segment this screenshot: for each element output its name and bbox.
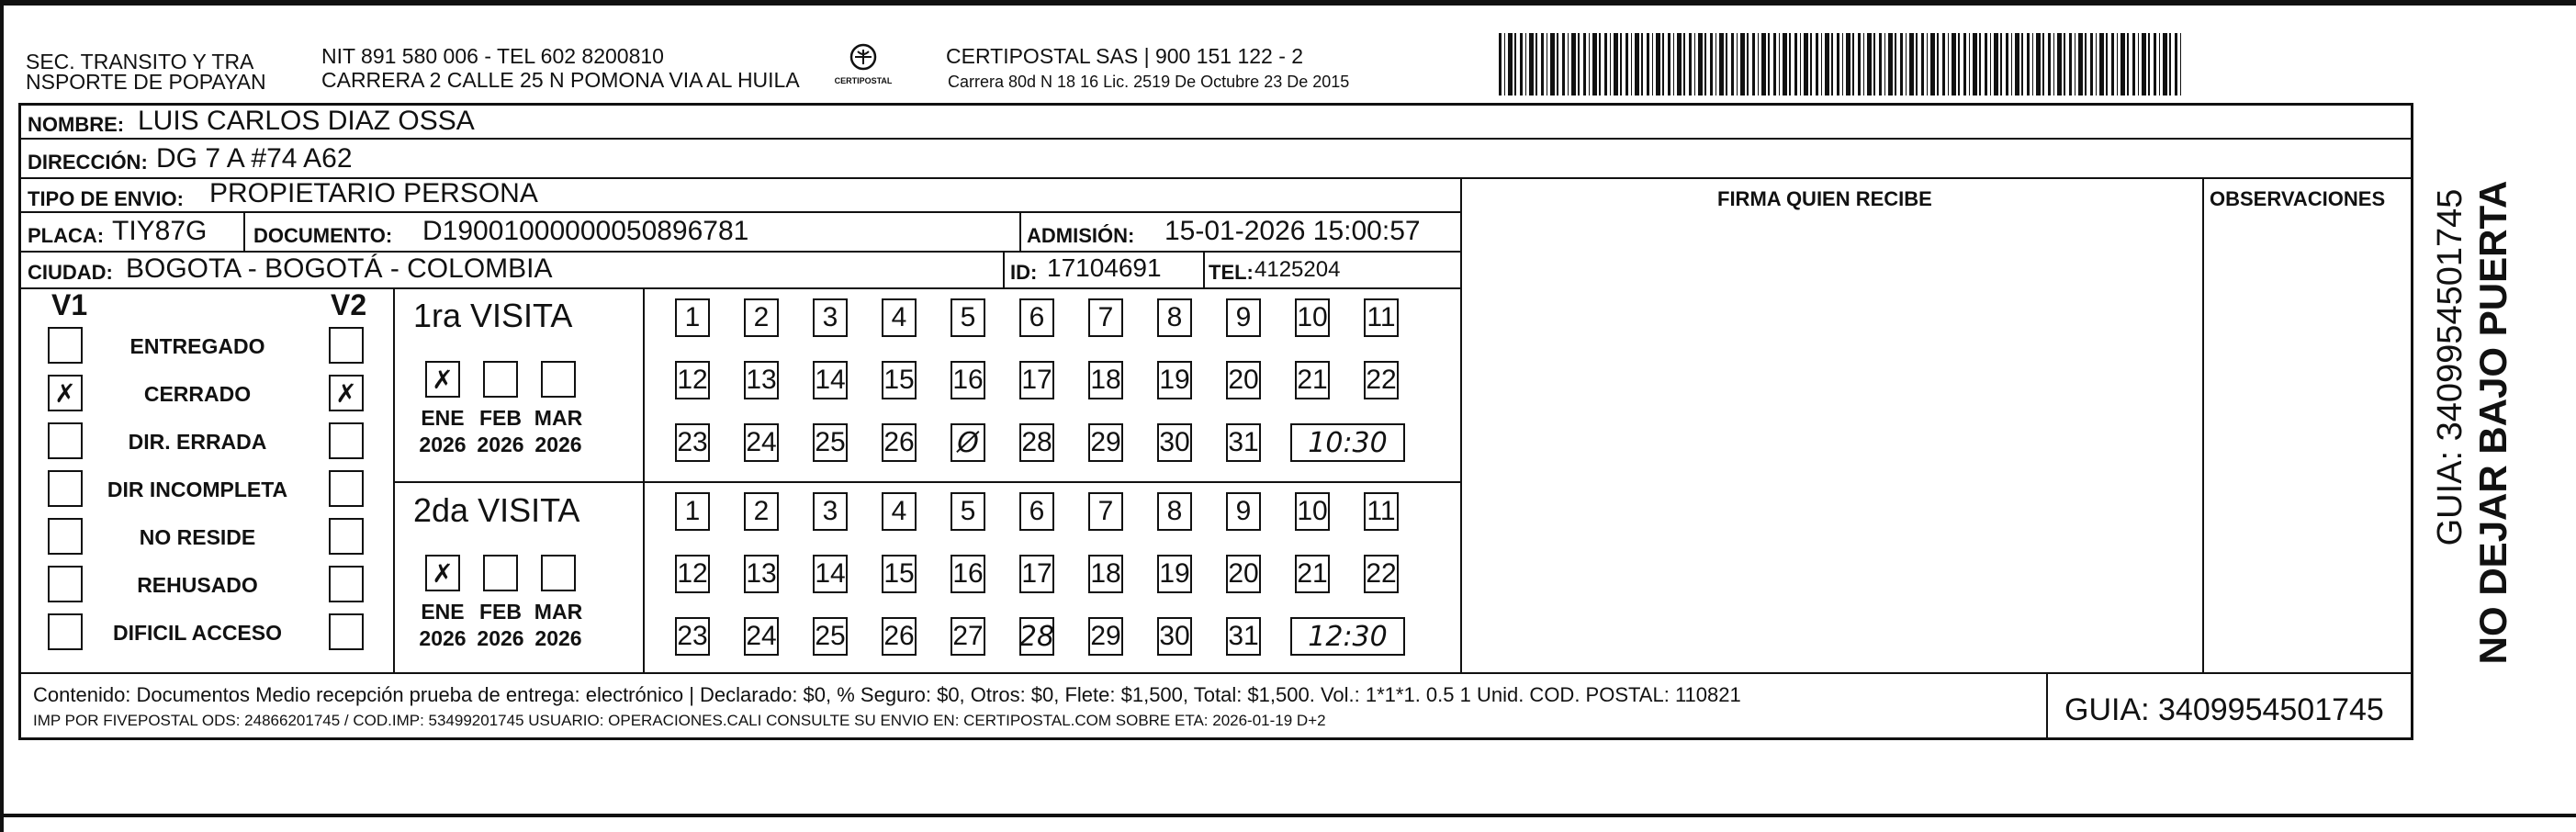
admision-value: 15-01-2026 15:00:57 bbox=[1164, 216, 1421, 246]
guia-box-divider bbox=[2046, 672, 2048, 740]
month-checkbox[interactable]: ✗ bbox=[425, 555, 460, 591]
day-box[interactable]: 4 bbox=[882, 298, 917, 337]
status-label: ENTREGADO bbox=[129, 334, 265, 358]
day-box[interactable]: 14 bbox=[813, 361, 848, 399]
month-label bbox=[415, 405, 470, 458]
day-box[interactable]: 5 bbox=[951, 298, 985, 337]
day-box[interactable]: 1 bbox=[675, 298, 710, 337]
day-box[interactable]: 8 bbox=[1157, 298, 1192, 337]
month-name: ENE bbox=[421, 406, 465, 430]
day-box[interactable]: 9 bbox=[1226, 492, 1261, 531]
visit1-title: 1ra VISITA bbox=[413, 297, 573, 334]
month-year: 2026 bbox=[419, 625, 467, 650]
contenido-text: Contenido: Documentos Medio recepción prueba de entrega: electrónico | Declarado: $0, % Seguro: $0, Otros: $0, Flete: $1,500, Total: $1,500. Vol.: 1*1*1. 0.5 1 Unid. COD. POSTAL: 110821 bbox=[33, 683, 1741, 706]
day-box[interactable]: 1 bbox=[675, 492, 710, 531]
day-box[interactable]: 17 bbox=[1019, 555, 1054, 593]
month-name: MAR bbox=[534, 600, 583, 624]
barcode bbox=[1499, 33, 2183, 96]
row-line-3 bbox=[18, 211, 1460, 213]
day-box[interactable]: 12 bbox=[675, 361, 710, 399]
bottom-edge bbox=[0, 814, 2576, 817]
placa-value: TIY87G bbox=[112, 216, 208, 246]
id-label: ID: bbox=[1010, 261, 1038, 284]
nombre-value: LUIS CARLOS DIAZ OSSA bbox=[138, 106, 475, 136]
day-box[interactable]: 28 bbox=[1019, 423, 1054, 462]
observaciones-label: OBSERVACIONES bbox=[2210, 187, 2386, 210]
day-box[interactable]: 10 bbox=[1295, 492, 1330, 531]
day-box[interactable]: 18 bbox=[1088, 555, 1123, 593]
admision-divider bbox=[1019, 211, 1021, 251]
tel-value: 4125204 bbox=[1254, 257, 1341, 282]
day-box[interactable]: 31 bbox=[1226, 423, 1261, 462]
month-year: 2026 bbox=[419, 432, 467, 456]
signature-divider bbox=[1460, 177, 1462, 672]
day-box[interactable]: 22 bbox=[1364, 555, 1399, 593]
status-label: REHUSADO bbox=[137, 573, 258, 597]
visit2-title: 2da VISITA bbox=[413, 491, 580, 529]
day-box[interactable]: 19 bbox=[1157, 361, 1192, 399]
day-box[interactable]: 7 bbox=[1088, 492, 1123, 531]
id-divider bbox=[1003, 251, 1005, 287]
month-name: MAR bbox=[534, 406, 583, 430]
day-box[interactable]: 29 bbox=[1088, 423, 1123, 462]
day-box[interactable]: 11 bbox=[1364, 492, 1399, 531]
day-box[interactable]: 20 bbox=[1226, 555, 1261, 593]
day-box[interactable]: 2 bbox=[744, 298, 779, 337]
footer-line bbox=[18, 672, 2413, 674]
day-box[interactable]: 28 bbox=[1019, 617, 1054, 656]
footer-guia: GUIA: 3409954501745 bbox=[2064, 692, 2384, 727]
sender-line1: SEC. TRANSITO Y TRA bbox=[26, 50, 254, 73]
row-line-5 bbox=[18, 287, 1460, 289]
month-label bbox=[473, 599, 528, 652]
day-box[interactable]: 4 bbox=[882, 492, 917, 531]
month-checkbox[interactable]: ✗ bbox=[425, 361, 460, 398]
day-box[interactable]: 8 bbox=[1157, 492, 1192, 531]
time-box[interactable]: 12:30 bbox=[1290, 617, 1405, 656]
day-box[interactable]: 20 bbox=[1226, 361, 1261, 399]
day-box[interactable]: 26 bbox=[882, 617, 917, 656]
sender-address: CARRERA 2 CALLE 25 N POMONA VIA AL HUILA bbox=[321, 68, 800, 92]
status-label: NO RESIDE bbox=[139, 525, 256, 549]
carrier-line: CERTIPOSTAL SAS | 900 151 122 - 2 bbox=[946, 44, 1304, 68]
month-year: 2026 bbox=[477, 432, 524, 456]
month-label bbox=[531, 599, 586, 652]
day-box[interactable]: 3 bbox=[813, 298, 848, 337]
documento-value: D19001000000050896781 bbox=[422, 216, 749, 246]
month-checkbox[interactable] bbox=[541, 361, 576, 398]
nit-line: NIT 891 580 006 - TEL 602 8200810 bbox=[321, 44, 664, 68]
day-box[interactable]: 14 bbox=[813, 555, 848, 593]
month-name: ENE bbox=[421, 600, 465, 624]
month-name: FEB bbox=[479, 406, 522, 430]
left-edge bbox=[0, 0, 4, 832]
day-box[interactable]: 15 bbox=[882, 361, 917, 399]
day-box[interactable]: Ø bbox=[951, 423, 985, 462]
day-box[interactable]: 19 bbox=[1157, 555, 1192, 593]
placa-label: PLACA: bbox=[28, 224, 105, 247]
side-guia: GUIA: 3409954501745 bbox=[2431, 188, 2469, 546]
direccion-label: DIRECCIÓN: bbox=[28, 151, 148, 174]
status-v2-checkbox[interactable] bbox=[329, 566, 364, 602]
no-dejar-bajo-puerta: NO DEJAR BAJO PUERTA bbox=[2471, 180, 2514, 665]
status-v2-checkbox[interactable]: ✗ bbox=[329, 375, 364, 411]
status-v2-checkbox[interactable] bbox=[329, 613, 364, 650]
month-label bbox=[415, 599, 470, 652]
status-v2-checkbox[interactable] bbox=[329, 422, 364, 459]
ciudad-label: CIUDAD: bbox=[28, 261, 113, 284]
documento-label: DOCUMENTO: bbox=[253, 224, 393, 247]
day-box[interactable]: 17 bbox=[1019, 361, 1054, 399]
day-box[interactable]: 23 bbox=[675, 423, 710, 462]
status-label: DIR INCOMPLETA bbox=[107, 478, 288, 501]
firma-label: FIRMA QUIEN RECIBE bbox=[1717, 187, 1932, 210]
imp-text: IMP POR FIVEPOSTAL ODS: 24866201745 / COD.IMP: 53499201745 USUARIO: OPERACIONES.CALI CONSULTE SU ENVIO EN: CERTIPOSTAL.COM SOBRE ETA: 2026-01-19 D+2 bbox=[33, 712, 1326, 729]
month-name: FEB bbox=[479, 600, 522, 624]
tel-divider bbox=[1203, 251, 1205, 287]
nombre-label: NOMBRE: bbox=[28, 113, 125, 136]
day-box[interactable]: 18 bbox=[1088, 361, 1123, 399]
month-year: 2026 bbox=[477, 625, 524, 650]
status-v1-checkbox[interactable]: ✗ bbox=[48, 375, 83, 411]
day-box[interactable]: 2 bbox=[744, 492, 779, 531]
status-label: DIR. ERRADA bbox=[128, 430, 267, 454]
status-label: CERRADO bbox=[143, 382, 252, 406]
obs-divider bbox=[2202, 177, 2204, 672]
day-box[interactable]: 30 bbox=[1157, 423, 1192, 462]
status-v2-checkbox[interactable] bbox=[329, 327, 364, 364]
day-box[interactable]: 31 bbox=[1226, 617, 1261, 656]
day-box[interactable]: 25 bbox=[813, 423, 848, 462]
month-label bbox=[531, 405, 586, 458]
day-box[interactable]: 22 bbox=[1364, 361, 1399, 399]
certipostal-logo-icon bbox=[831, 40, 895, 97]
day-box[interactable]: 13 bbox=[744, 361, 779, 399]
day-box[interactable]: 6 bbox=[1019, 298, 1054, 337]
status-v2-checkbox[interactable] bbox=[329, 518, 364, 555]
status-label: DIFICIL ACCESO bbox=[112, 621, 282, 645]
carrier-address: Carrera 80d N 18 16 Lic. 2519 De Octubre 23 De 2015 bbox=[948, 73, 1350, 91]
row-line-4 bbox=[18, 251, 1460, 253]
admision-label: ADMISIÓN: bbox=[1027, 224, 1135, 247]
month-checkbox[interactable] bbox=[541, 555, 576, 591]
month-checkbox[interactable] bbox=[483, 555, 518, 591]
sender-line2: NSPORTE DE POPAYAN bbox=[26, 70, 266, 94]
row-line-1 bbox=[18, 138, 2413, 140]
day-box[interactable]: 6 bbox=[1019, 492, 1054, 531]
day-box[interactable]: 24 bbox=[744, 617, 779, 656]
visit-left-divider bbox=[393, 287, 395, 672]
top-edge bbox=[0, 0, 2576, 6]
day-box[interactable]: 25 bbox=[813, 617, 848, 656]
day-box[interactable]: 27 bbox=[951, 617, 985, 656]
day-box[interactable]: 13 bbox=[744, 555, 779, 593]
id-value: 17104691 bbox=[1047, 253, 1162, 282]
month-checkbox[interactable] bbox=[483, 361, 518, 398]
v2-label: V2 bbox=[331, 288, 367, 321]
day-box[interactable]: 26 bbox=[882, 423, 917, 462]
visit-divider bbox=[393, 481, 1460, 483]
v1-label: V1 bbox=[51, 288, 88, 321]
day-box[interactable]: 11 bbox=[1364, 298, 1399, 337]
day-box[interactable]: 3 bbox=[813, 492, 848, 531]
tipo-label: TIPO DE ENVIO: bbox=[28, 187, 184, 210]
day-box[interactable]: 16 bbox=[951, 361, 985, 399]
tel-label: TEL: bbox=[1209, 261, 1254, 284]
ciudad-value: BOGOTA - BOGOTÁ - COLOMBIA bbox=[126, 253, 553, 284]
time-box[interactable]: 10:30 bbox=[1290, 423, 1405, 462]
tipo-value: PROPIETARIO PERSONA bbox=[209, 178, 538, 208]
day-box[interactable]: 30 bbox=[1157, 617, 1192, 656]
placa-divider bbox=[243, 211, 245, 251]
day-box[interactable]: 12 bbox=[675, 555, 710, 593]
month-year: 2026 bbox=[534, 432, 582, 456]
certipostal-logo bbox=[831, 40, 895, 97]
day-box[interactable]: 7 bbox=[1088, 298, 1123, 337]
direccion-value: DG 7 A #74 A62 bbox=[156, 143, 353, 174]
day-box[interactable]: 29 bbox=[1088, 617, 1123, 656]
day-box[interactable]: 10 bbox=[1295, 298, 1330, 337]
month-year: 2026 bbox=[534, 625, 582, 650]
visit-month-divider bbox=[643, 287, 645, 672]
day-box[interactable]: 24 bbox=[744, 423, 779, 462]
day-box[interactable]: 9 bbox=[1226, 298, 1261, 337]
logo-text: CERTIPOSTAL bbox=[834, 76, 893, 85]
month-label bbox=[473, 405, 528, 458]
day-box[interactable]: 5 bbox=[951, 492, 985, 531]
day-box[interactable]: 15 bbox=[882, 555, 917, 593]
day-box[interactable]: 21 bbox=[1295, 361, 1330, 399]
day-box[interactable]: 16 bbox=[951, 555, 985, 593]
day-box[interactable]: 23 bbox=[675, 617, 710, 656]
status-v2-checkbox[interactable] bbox=[329, 470, 364, 507]
day-box[interactable]: 21 bbox=[1295, 555, 1330, 593]
